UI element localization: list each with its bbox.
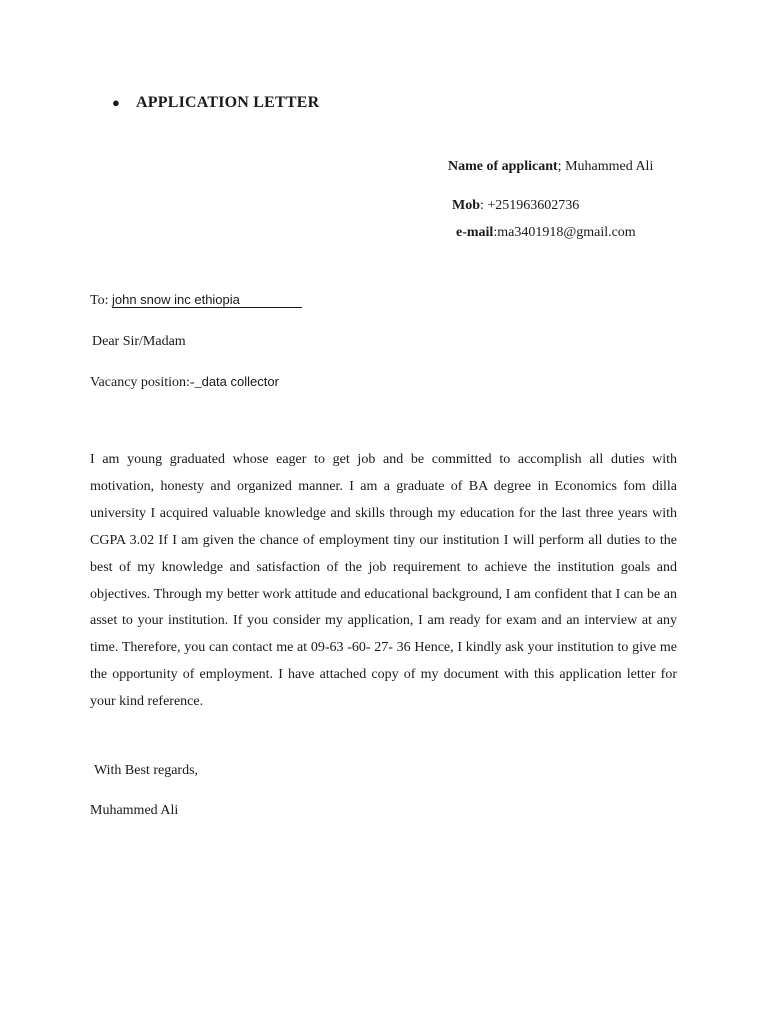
greeting: Dear Sir/Madam bbox=[92, 334, 186, 349]
mobile-value: +251963602736 bbox=[487, 198, 580, 213]
heading-text: APPLICATION LETTER bbox=[136, 94, 320, 111]
recipient-label: To: bbox=[90, 293, 109, 308]
closing: With Best regards, bbox=[94, 763, 199, 778]
applicant-mobile-line bbox=[452, 198, 579, 214]
applicant-name-value: Muhammed Ali bbox=[565, 159, 654, 174]
recipient-value: john snow inc ethiopia bbox=[112, 292, 302, 308]
recipient-line bbox=[90, 292, 302, 309]
applicant-email-line bbox=[456, 225, 636, 241]
signature: Muhammed Ali bbox=[90, 803, 179, 818]
applicant-name-line bbox=[448, 159, 653, 175]
mobile-label: Mob bbox=[452, 198, 480, 213]
letter-heading bbox=[112, 94, 319, 112]
vacancy-label: Vacancy position:-_ bbox=[90, 375, 202, 390]
applicant-name-separator: ; bbox=[557, 159, 566, 174]
email-separator: : bbox=[493, 225, 498, 240]
bullet-icon: ● bbox=[112, 95, 121, 110]
mobile-separator: : bbox=[480, 198, 488, 213]
email-label: e-mail bbox=[456, 225, 494, 240]
letter-body-paragraph: I am young graduated whose eager to get job and be committed to accomplish all duties with motivation, honesty and organized manner. I am a graduate of BA degree in Economics fom dilla university I acquired valuable knowledge and skills through my education for the last three years with CGPA 3.02 If I am given the chance of employment tiny our institution I will perform all duties to the best of my knowledge and satisfaction of the job requirement to achieve the institution goals and objectives. Through my better work attitude and educational background, I am confident that I can be an asset to your institution. If you consider my application, I am ready for exam and an interview at any time. Therefore, you can contact me at 09-63 -60- 27- 36 Hence, I kindly ask your institution to give me the opportunity of employment. I have attached copy of my document with this application letter for your kind reference. bbox=[90, 452, 677, 710]
vacancy-line bbox=[90, 374, 279, 391]
email-value: ma3401918@gmail.com bbox=[497, 225, 636, 240]
vacancy-value: data collector bbox=[201, 374, 279, 389]
applicant-name-label: Name of applicant bbox=[448, 159, 558, 174]
